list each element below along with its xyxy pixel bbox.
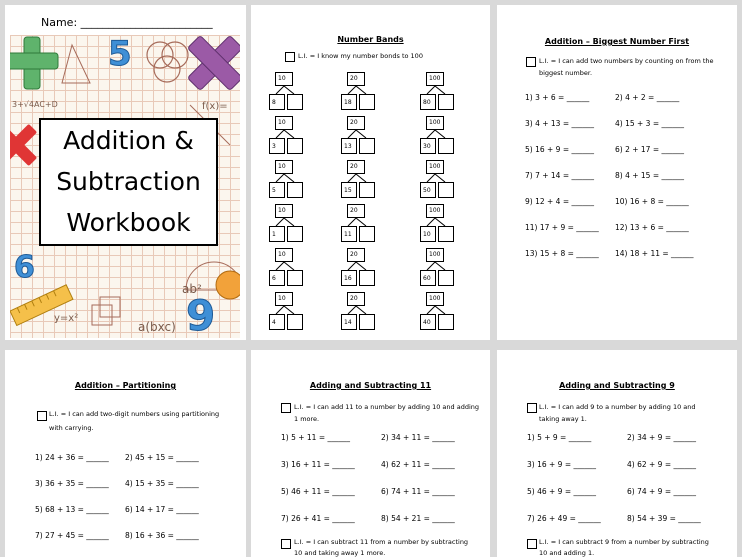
biggest-number-first-page [497, 5, 737, 340]
question-5[interactable]: 5) 68 + 13 = ______ [35, 505, 109, 514]
bond-part-box: 18 [341, 94, 357, 110]
bond-answer-box[interactable] [438, 138, 454, 154]
bond-whole-box: 100 [426, 160, 444, 174]
question-12[interactable]: 12) 13 + 6 = ______ [615, 223, 689, 232]
bond-connector-lines [341, 174, 377, 182]
bond-whole-box: 100 [426, 204, 444, 218]
bond-part-box: 13 [341, 138, 357, 154]
objective-checkbox[interactable] [526, 57, 536, 67]
objective-2-line-2: 10 and taking away 1 more. [294, 549, 386, 557]
bond-connector-lines [269, 130, 305, 138]
bond-answer-box[interactable] [287, 226, 303, 242]
bond-whole-box: 100 [426, 292, 444, 306]
bond-connector-lines [269, 174, 305, 182]
objective-line-2: taking away 1. [539, 415, 587, 423]
bond-part-box: 8 [269, 94, 285, 110]
bond-whole-box: 100 [426, 72, 444, 86]
name-label: Name: ________________________ [41, 16, 213, 29]
question-13[interactable]: 13) 15 + 8 = ______ [525, 249, 599, 258]
bond-answer-box[interactable] [359, 314, 375, 330]
bond-connector-lines [420, 174, 456, 182]
question-5[interactable]: 5) 16 + 9 = ______ [525, 145, 595, 154]
number-bonds-page [251, 5, 490, 340]
question-1[interactable]: 1) 5 + 9 = ______ [527, 433, 592, 442]
question-3[interactable]: 3) 36 + 35 = ______ [35, 479, 109, 488]
objective-2-checkbox[interactable] [527, 539, 537, 549]
bond-whole-box: 20 [347, 72, 365, 86]
bond-connector-lines [420, 306, 456, 314]
bond-connector-lines [341, 86, 377, 94]
svg-text:a(bxc): a(bxc) [138, 320, 176, 334]
bond-connector-lines [341, 218, 377, 226]
objective-line-1: L.I. = I can add 11 to a number by adding 10 and adding [294, 403, 479, 411]
partitioning-page [5, 350, 246, 557]
bond-connector-lines [420, 86, 456, 94]
question-4[interactable]: 4) 15 + 35 = ______ [125, 479, 199, 488]
bond-whole-box: 10 [275, 204, 293, 218]
bond-answer-box[interactable] [287, 138, 303, 154]
page-title: Addition – Partitioning [74, 381, 177, 390]
bond-whole-box: 100 [426, 116, 444, 130]
question-3[interactable]: 3) 16 + 9 = ______ [527, 460, 597, 469]
bond-whole-box: 20 [347, 248, 365, 262]
bond-connector-lines [420, 130, 456, 138]
page-title: Adding and Subtracting 9 [559, 381, 675, 390]
bond-answer-box[interactable] [287, 94, 303, 110]
question-8[interactable]: 8) 54 + 39 = ______ [627, 514, 701, 523]
bond-connector-lines [341, 130, 377, 138]
objective-checkbox[interactable] [281, 403, 291, 413]
bond-part-box: 4 [269, 314, 285, 330]
svg-text:ab²: ab² [182, 282, 202, 296]
bond-part-box: 80 [420, 94, 436, 110]
bond-part-box: 3 [269, 138, 285, 154]
title-line-2: Subtraction [56, 167, 201, 196]
objective-line-1: L.I. = I can add two numbers by counting on from the [539, 57, 714, 65]
bond-connector-lines [341, 306, 377, 314]
objective-line-1: L.I. = I can add 9 to a number by adding 10 and [539, 403, 696, 411]
bond-part-box: 15 [341, 182, 357, 198]
bond-part-box: 1 [269, 226, 285, 242]
bond-whole-box: 10 [275, 248, 293, 262]
bond-answer-box[interactable] [359, 226, 375, 242]
bond-connector-lines [269, 262, 305, 270]
bond-answer-box[interactable] [359, 182, 375, 198]
objective-line-2: with carrying. [49, 424, 94, 432]
objective-checkbox[interactable] [285, 52, 295, 62]
bond-whole-box: 10 [275, 160, 293, 174]
question-6[interactable]: 6) 74 + 9 = ______ [627, 487, 697, 496]
question-7[interactable]: 7) 26 + 41 = ______ [281, 514, 355, 523]
svg-text:y=x²: y=x² [54, 313, 79, 324]
svg-text:3+√4AC+D: 3+√4AC+D [12, 100, 58, 109]
bond-answer-box[interactable] [438, 314, 454, 330]
title-line-1: Addition & [63, 126, 194, 155]
bond-part-box: 6 [269, 270, 285, 286]
bond-whole-box: 10 [275, 72, 293, 86]
bond-answer-box[interactable] [438, 226, 454, 242]
question-8[interactable]: 8) 54 + 21 = ______ [381, 514, 455, 523]
question-2[interactable]: 2) 34 + 9 = ______ [627, 433, 697, 442]
question-2[interactable]: 2) 4 + 2 = ______ [615, 93, 680, 102]
bond-whole-box: 20 [347, 292, 365, 306]
question-1[interactable]: 1) 5 + 11 = ______ [281, 433, 351, 442]
bond-part-box: 30 [420, 138, 436, 154]
svg-text:f(x)=: f(x)= [202, 101, 228, 112]
question-14[interactable]: 14) 18 + 11 = ______ [615, 249, 694, 258]
question-4[interactable]: 4) 62 + 11 = ______ [381, 460, 455, 469]
bond-part-box: 5 [269, 182, 285, 198]
bond-part-box: 10 [420, 226, 436, 242]
bond-whole-box: 10 [275, 116, 293, 130]
bond-answer-box[interactable] [287, 270, 303, 286]
bond-whole-box: 10 [275, 292, 293, 306]
bond-whole-box: 20 [347, 160, 365, 174]
bond-answer-box[interactable] [438, 94, 454, 110]
question-2[interactable]: 2) 34 + 11 = ______ [381, 433, 455, 442]
question-3[interactable]: 3) 16 + 11 = ______ [281, 460, 355, 469]
objective-line-2: biggest number. [539, 69, 593, 77]
bond-part-box: 50 [420, 182, 436, 198]
bond-whole-box: 20 [347, 116, 365, 130]
bond-part-box: 16 [341, 270, 357, 286]
question-5[interactable]: 5) 46 + 11 = ______ [281, 487, 355, 496]
question-7[interactable]: 7) 26 + 49 = ______ [527, 514, 601, 523]
question-6[interactable]: 6) 74 + 11 = ______ [381, 487, 455, 496]
question-1[interactable]: 1) 3 + 6 = ______ [525, 93, 590, 102]
title-line-3: Workbook [66, 208, 191, 237]
objective-2-line-1: L.I. = I can subtract 9 from a number by subtracting [539, 538, 709, 546]
bond-answer-box[interactable] [438, 270, 454, 286]
question-4[interactable]: 4) 62 + 9 = ______ [627, 460, 697, 469]
bond-connector-lines [269, 306, 305, 314]
bond-connector-lines [420, 218, 456, 226]
question-6[interactable]: 6) 14 + 17 = ______ [125, 505, 199, 514]
objective-line-2: 1 more. [294, 415, 320, 423]
question-6[interactable]: 6) 2 + 17 = ______ [615, 145, 685, 154]
adding-subtracting-11-page [251, 350, 490, 557]
question-8[interactable]: 8) 4 + 15 = ______ [615, 171, 685, 180]
question-9[interactable]: 9) 12 + 4 = ______ [525, 197, 595, 206]
question-2[interactable]: 2) 45 + 15 = ______ [125, 453, 199, 462]
svg-text:9: 9 [186, 291, 216, 338]
bond-connector-lines [420, 262, 456, 270]
cover-title [39, 118, 218, 246]
page-title: Number Bands [337, 35, 404, 44]
bond-whole-box: 20 [347, 204, 365, 218]
objective-checkbox[interactable] [37, 411, 47, 421]
objective-checkbox[interactable] [527, 403, 537, 413]
question-4[interactable]: 4) 15 + 3 = ______ [615, 119, 685, 128]
bond-connector-lines [269, 218, 305, 226]
question-3[interactable]: 3) 4 + 13 = ______ [525, 119, 595, 128]
svg-text:6: 6 [14, 250, 35, 285]
objective-2-checkbox[interactable] [281, 539, 291, 549]
question-10[interactable]: 10) 16 + 8 = ______ [615, 197, 689, 206]
bond-answer-box[interactable] [287, 182, 303, 198]
question-11[interactable]: 11) 17 + 9 = ______ [525, 223, 599, 232]
objective-2-line-2: 10 and adding 1. [539, 549, 595, 557]
page-title: Addition – Biggest Number First [544, 37, 690, 46]
bond-part-box: 40 [420, 314, 436, 330]
bond-answer-box[interactable] [359, 94, 375, 110]
page-title: Adding and Subtracting 11 [309, 381, 432, 390]
bond-connector-lines [341, 262, 377, 270]
bond-answer-box[interactable] [287, 314, 303, 330]
question-7[interactable]: 7) 27 + 45 = ______ [35, 531, 109, 540]
bond-answer-box[interactable] [359, 270, 375, 286]
question-7[interactable]: 7) 7 + 14 = ______ [525, 171, 595, 180]
objective-line-1: L.I. = I can add two-digit numbers using partitioning [49, 410, 220, 418]
objective-text: L.I. = I know my number bonds to 100 [298, 52, 423, 60]
bond-whole-box: 100 [426, 248, 444, 262]
question-8[interactable]: 8) 16 + 36 = ______ [125, 531, 199, 540]
svg-text:5: 5 [108, 35, 132, 74]
bond-part-box: 60 [420, 270, 436, 286]
objective-2-line-1: L.I. = I can subtract 11 from a number by subtracting [294, 538, 469, 546]
bond-connector-lines [269, 86, 305, 94]
question-5[interactable]: 5) 46 + 9 = ______ [527, 487, 597, 496]
question-1[interactable]: 1) 24 + 36 = ______ [35, 453, 109, 462]
adding-subtracting-9-page [497, 350, 737, 557]
bond-part-box: 14 [341, 314, 357, 330]
bond-part-box: 11 [341, 226, 357, 242]
bond-answer-box[interactable] [359, 138, 375, 154]
bond-answer-box[interactable] [438, 182, 454, 198]
